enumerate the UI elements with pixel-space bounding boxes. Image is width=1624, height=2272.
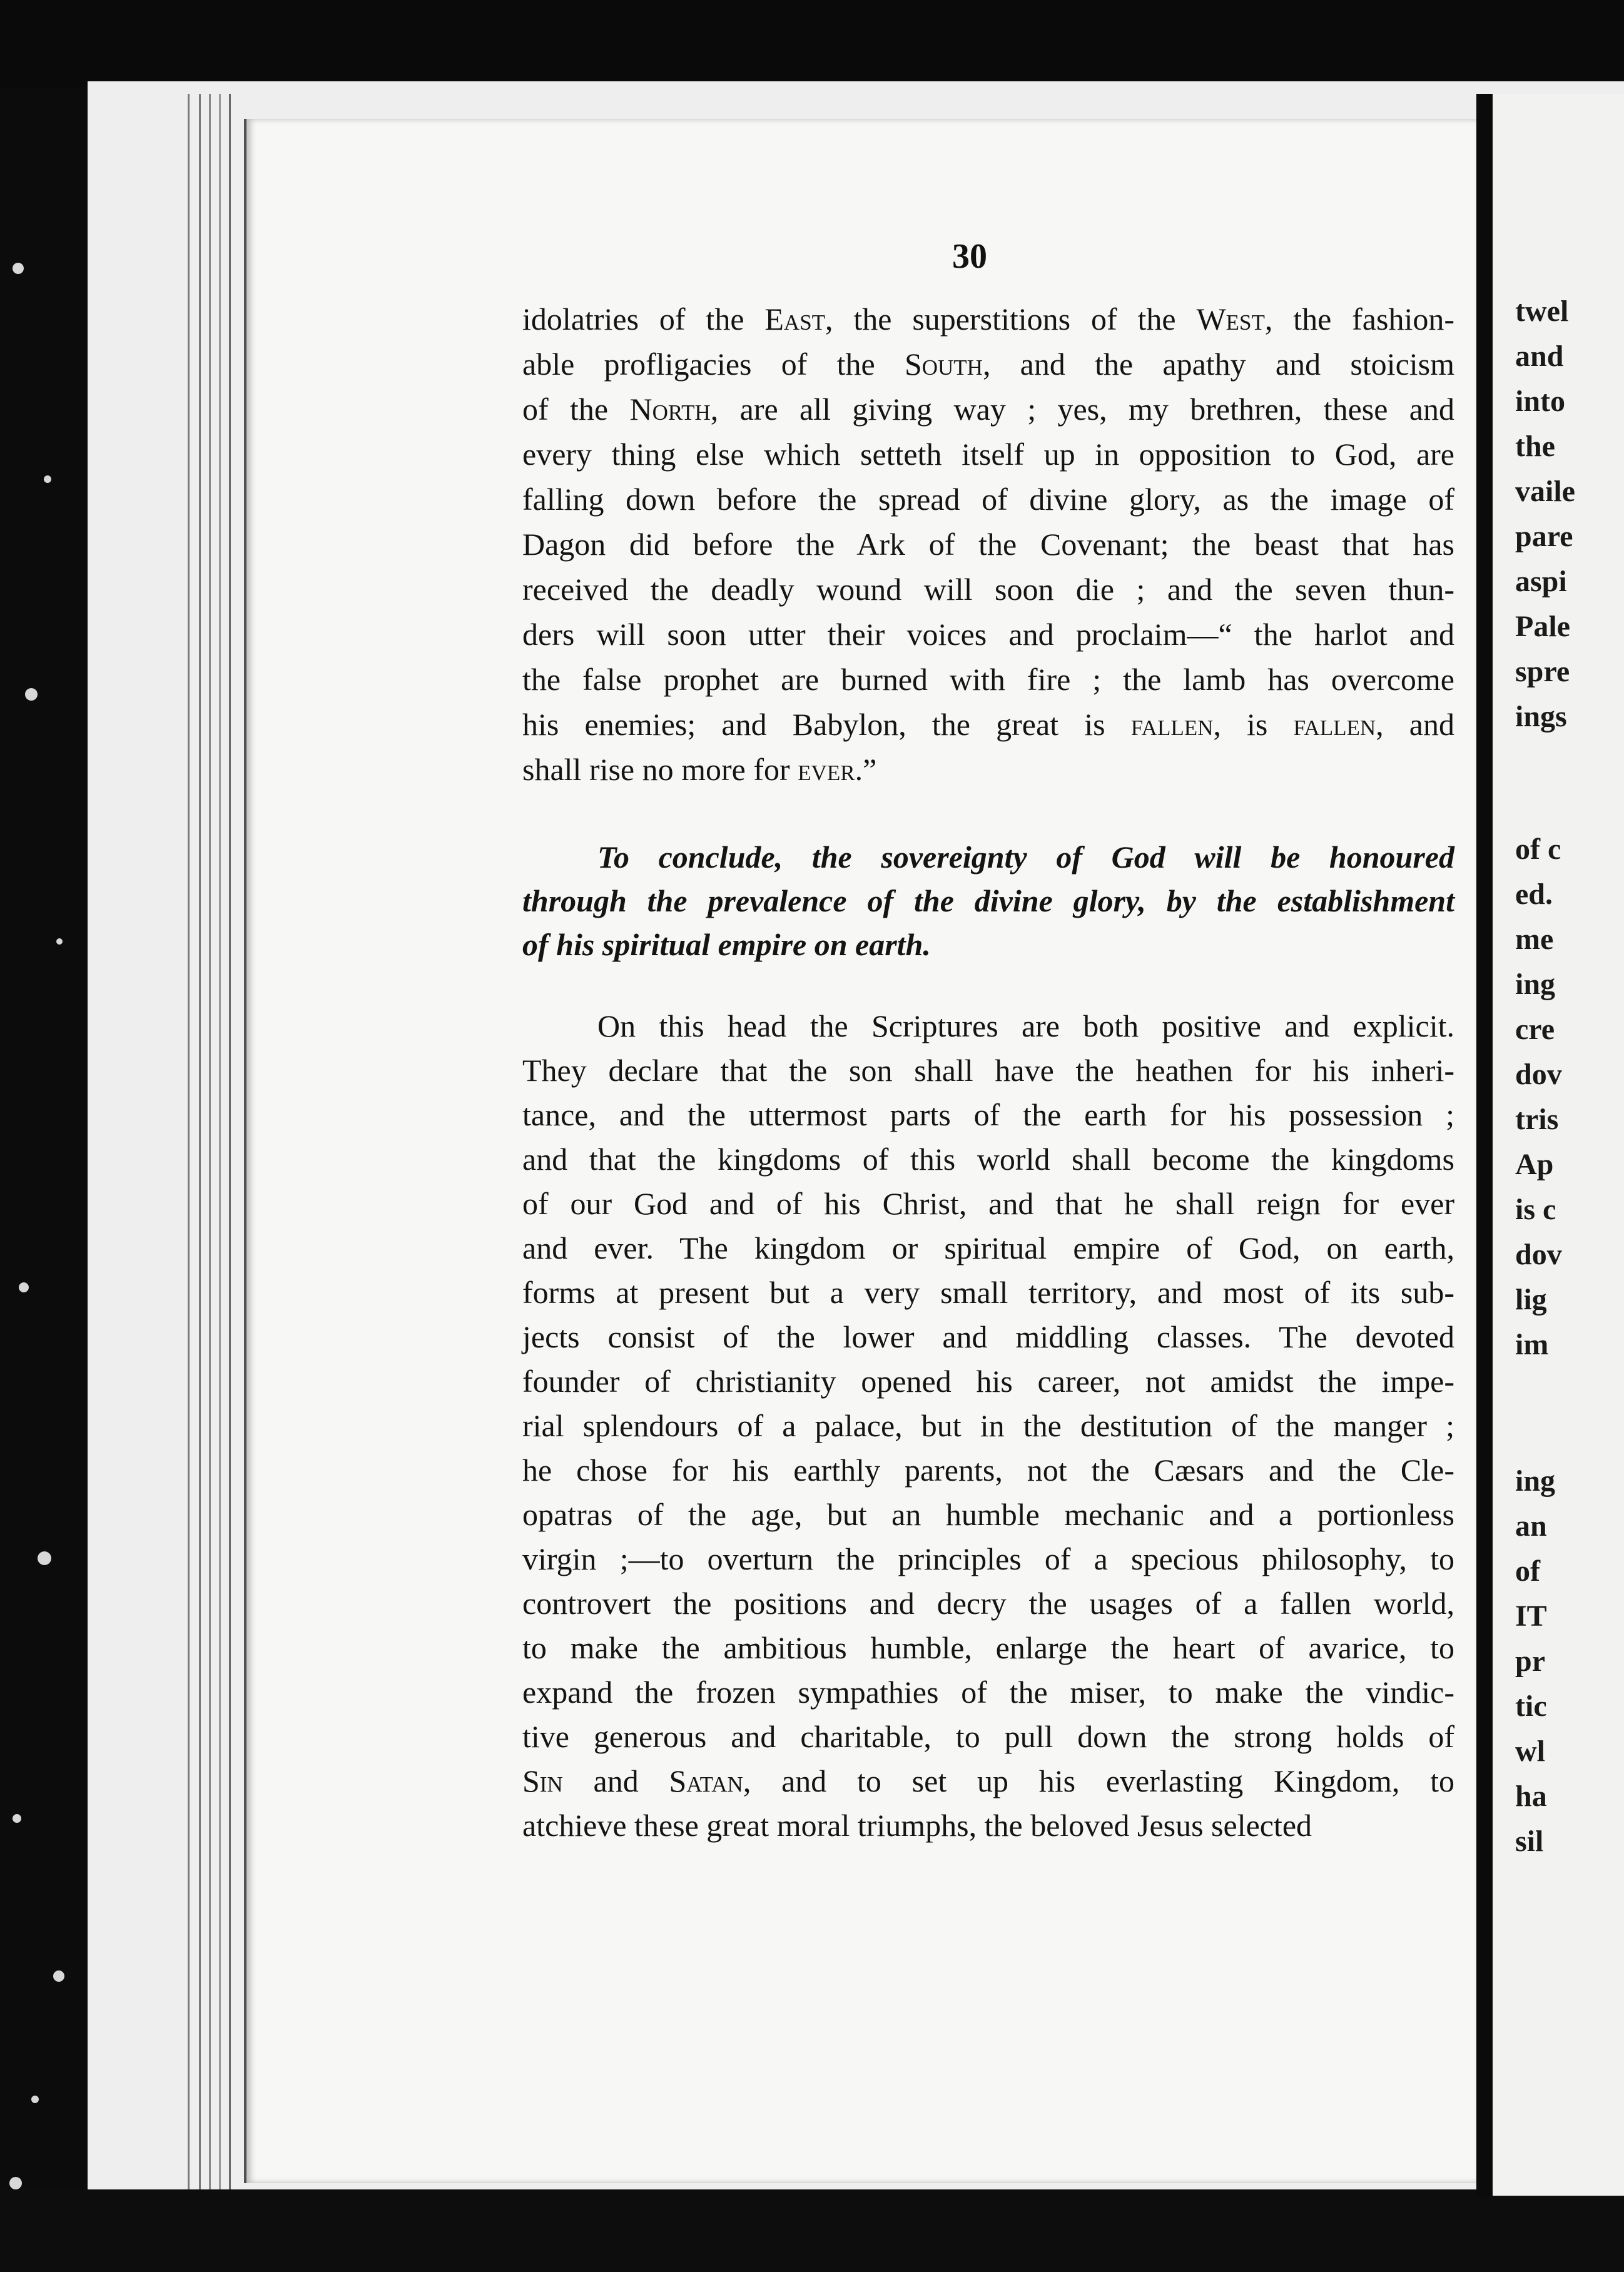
text-run: , and the apathy and stoicism — [982, 347, 1455, 382]
text-run: , the fashion- — [1264, 302, 1454, 337]
facing-page-fragment: twel — [1515, 295, 1569, 328]
paragraph-line — [522, 435, 1454, 473]
paragraph-line — [522, 1229, 1454, 1267]
paragraph-line — [522, 1052, 1454, 1089]
facing-page-fragment: tic — [1515, 1690, 1547, 1723]
facing-page-fragment: into — [1515, 385, 1566, 418]
facing-page-fragment: ing — [1515, 968, 1556, 1001]
small-caps-word: East — [764, 302, 826, 337]
paragraph-line — [522, 1629, 1454, 1666]
paragraph-line — [522, 1274, 1454, 1311]
facing-page-fragment: dov — [1515, 1058, 1562, 1091]
facing-page-fragment: aspi — [1515, 565, 1567, 598]
paragraph-line — [522, 1140, 1454, 1178]
facing-page-fragment: the — [1515, 430, 1555, 463]
text-run: shall rise no more for — [522, 752, 798, 787]
paragraph-line — [522, 480, 1454, 518]
italic-heading-line: To conclude, the sovereignty of God will be honoured — [597, 839, 1454, 875]
scan-speck — [13, 1814, 21, 1823]
text-run: virgin ;—to overturn the principles of a specious philosophy, to — [522, 1541, 1454, 1576]
facing-page-fragment: lig — [1515, 1283, 1547, 1316]
page-number: 30 — [952, 237, 987, 276]
small-caps-word: fallen — [1130, 707, 1214, 742]
facing-page-fragment: pr — [1515, 1645, 1545, 1678]
scan-top-border — [0, 0, 1624, 88]
facing-page-fragment: is c — [1515, 1193, 1556, 1226]
paragraph-line — [522, 751, 1454, 788]
facing-page-fragment: cre — [1515, 1013, 1555, 1046]
text-run: falling down before the spread of divine glory, as the image of — [522, 482, 1454, 517]
text-run: ders will soon utter their voices and proclaim—“ the harlot and — [522, 617, 1454, 652]
paragraph-line — [522, 1362, 1454, 1400]
paragraph-line — [522, 390, 1454, 428]
paragraph-line — [522, 616, 1454, 653]
paragraph-line — [597, 1007, 1454, 1045]
paragraph-line — [522, 661, 1454, 698]
scan-bottom-border — [0, 2189, 1624, 2272]
scan-speck — [31, 2096, 39, 2103]
text-run: he chose for his earthly parents, not the Cæsars and the Cle- — [522, 1453, 1454, 1488]
facing-page-fragment: Ap — [1515, 1148, 1554, 1181]
paragraph-line — [522, 1718, 1454, 1755]
text-run: jects consist of the lower and middling classes. The devoted — [522, 1319, 1454, 1354]
scan-speck — [44, 475, 51, 483]
facing-page-fragment: vaile — [1515, 475, 1575, 508]
text-run: They declare that the son shall have the heathen for his inheri- — [522, 1053, 1454, 1088]
paragraph-line — [522, 1407, 1454, 1444]
facing-page-fragment: IT — [1515, 1600, 1547, 1633]
text-run: able profligacies of the — [522, 347, 905, 382]
text-run: controvert the positions and decry the usages of a fallen world, — [522, 1586, 1454, 1621]
small-caps-word: Sin — [522, 1763, 563, 1798]
facing-page-fragment: of c — [1515, 833, 1561, 866]
facing-page-fragment: ings — [1515, 700, 1567, 733]
text-run: and that the kingdoms of this world shall become the kingdoms — [522, 1142, 1454, 1177]
paragraph-line — [522, 1318, 1454, 1356]
facing-page-fragment: of — [1515, 1554, 1540, 1588]
text-run: the false prophet are burned with fire ; the lamb has overcome — [522, 662, 1454, 697]
text-run: of our God and of his Christ, and that he shall reign for ever — [522, 1186, 1454, 1221]
scan-speck — [25, 688, 38, 701]
paragraph-line — [522, 1096, 1454, 1133]
italic-heading-line: of his spiritual empire on earth. — [522, 927, 931, 962]
paragraph-line — [522, 1807, 1454, 1844]
small-caps-word: Satan — [669, 1763, 743, 1798]
scan-speck — [13, 263, 24, 274]
text-run: tance, and the uttermost parts of the earth for his possession ; — [522, 1097, 1454, 1132]
facing-page-fragment: an — [1515, 1509, 1547, 1543]
paragraph-line — [522, 525, 1454, 563]
facing-page-fragment: sil — [1515, 1825, 1544, 1858]
text-run: founder of christianity opened his career, not amidst the impe- — [522, 1364, 1454, 1399]
text-run: rial splendours of a palace, but in the destitution of the manger ; — [522, 1408, 1454, 1443]
facing-page-fragment: spre — [1515, 655, 1570, 688]
text-run: .” — [855, 752, 877, 787]
facing-page-fragment: im — [1515, 1328, 1549, 1361]
text-run: , are all giving way ; yes, my brethren, these and — [710, 392, 1454, 427]
facing-page-fragment: ed. — [1515, 878, 1553, 911]
text-run: received the deadly wound will soon die ; and the seven thun- — [522, 572, 1454, 607]
facing-page-fragment: me — [1515, 923, 1554, 956]
paragraph-line — [522, 1185, 1454, 1222]
paragraph-line — [522, 706, 1454, 743]
scan-speck — [9, 2177, 22, 2189]
text-run: every thing else which setteth itself up in opposition to God, are — [522, 437, 1454, 472]
text-run: Dagon did before the Ark of the Covenant; the beast that has — [522, 527, 1454, 562]
text-run: , the superstitions of the — [825, 302, 1197, 337]
facing-page-fragment: and — [1515, 340, 1564, 373]
page-edge — [229, 94, 231, 2202]
text-run: , and — [1376, 707, 1454, 742]
facing-page-fragment: tris — [1515, 1103, 1559, 1136]
text-run: idolatries of the — [522, 302, 765, 337]
paragraph-line — [522, 1585, 1454, 1622]
page-edge — [209, 94, 211, 2202]
paragraph-line — [522, 1451, 1454, 1489]
paragraph-line — [522, 1673, 1454, 1711]
text-run: tive generous and charitable, to pull down the strong holds of — [522, 1719, 1454, 1754]
facing-page-fragment: pare — [1515, 520, 1573, 553]
facing-page — [1493, 94, 1624, 2196]
small-caps-word: North — [629, 392, 711, 427]
paragraph-line — [522, 571, 1454, 608]
text-run: atchieve these great moral triumphs, the beloved Jesus selected — [522, 1808, 1312, 1843]
text-run: opatras of the age, but an humble mechanic and a portionless — [522, 1497, 1454, 1532]
small-caps-word: West — [1196, 302, 1265, 337]
facing-page-fragment: wl — [1515, 1735, 1545, 1768]
text-run: , and to set up his everlasting Kingdom, to — [743, 1763, 1454, 1798]
text-run: and — [562, 1763, 669, 1798]
text-run: , is — [1213, 707, 1294, 742]
facing-page-fragment: ha — [1515, 1780, 1547, 1813]
page-edge — [219, 94, 221, 2202]
text-run: and ever. The kingdom or spiritual empire of God, on earth, — [522, 1230, 1454, 1265]
book-spine — [1476, 94, 1493, 2196]
facing-page-fragment: ing — [1515, 1464, 1556, 1498]
paragraph-line — [522, 345, 1454, 383]
small-caps-word: South — [904, 347, 983, 382]
scan-speck — [19, 1282, 29, 1292]
paragraph-line — [522, 300, 1454, 338]
small-caps-word: ever — [798, 752, 855, 787]
italic-heading-line: through the prevalence of the divine glory, by the establishment — [522, 883, 1454, 918]
scan-speck — [53, 1970, 64, 1982]
text-run: his enemies; and Babylon, the great is — [522, 707, 1131, 742]
text-run: forms at present but a very small territory, and most of its sub- — [522, 1275, 1454, 1310]
paragraph-line — [522, 1540, 1454, 1578]
small-caps-word: fallen — [1293, 707, 1376, 742]
scan-noise — [0, 0, 88, 2272]
facing-page-fragment: dov — [1515, 1238, 1562, 1271]
text-run: On this head the Scriptures are both positive and explicit. — [597, 1008, 1454, 1043]
paragraph-line — [522, 1496, 1454, 1533]
scan-speck — [38, 1551, 51, 1565]
page-edge — [199, 94, 201, 2202]
page-edge — [188, 94, 190, 2202]
scan-speck — [56, 938, 63, 945]
facing-page-fragment: Pale — [1515, 610, 1570, 643]
text-run: to make the ambitious humble, enlarge the heart of avarice, to — [522, 1630, 1454, 1665]
text-run: of the — [522, 392, 630, 427]
paragraph-line — [522, 1762, 1454, 1800]
text-run: expand the frozen sympathies of the miser, to make the vindic- — [522, 1675, 1454, 1710]
